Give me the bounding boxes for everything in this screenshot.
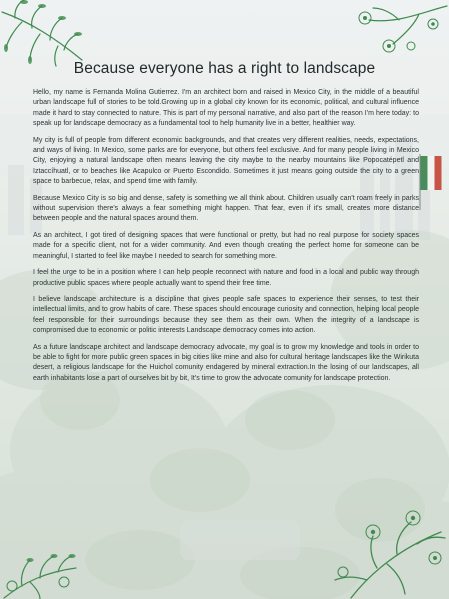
paragraph: Hello, my name is Fernanda Molina Gutierrez. I'm an architect born and raised in Mexico City, in the middle of a beautiful urban landscape full of stories to be told.Growing up in a global city known for its economic, political, and cultural influence made it hard to stay connected to nature. This is part of my personal narrative, and also part of the reason I'm here today: to speak up for landscape democracy as a fundamental tool to help humanity live in a better, healthier way. — [33, 89, 419, 128]
page-title: Because everyone has a right to landscape — [73, 60, 376, 77]
leaf-sprig-icon — [0, 542, 90, 599]
body-text — [33, 88, 419, 390]
paragraph: I believe landscape architecture is a discipline that gives people safe spaces to experience their senses, to test their intellectual limits, and to grow habits of care. These spaces should encourage curiosity and connection, helping local people feel responsible for their surroundings because they see them as their own. When the integrity of a landscape is compromised due to economic or politic interests Landscape democracy comes into action. — [33, 295, 419, 335]
flower-branch-icon — [349, 0, 449, 62]
mexican-flag-icon — [418, 152, 444, 212]
paragraph: My city is full of people from different economic backgrounds, and that creates very different realities, needs, expectations, and ways of living. In Mexico, some parks are for everyone, but others feel exclusive. And for many people living in Mexico City, enjoying a natural landscape often means leaving the city maybe to the nearby mountains like Popocatépetl and Iztaccíhuatl, or to beaches like Acapulco or Puerto Escondido. Sometimes it just means going outside the city to a green space to barbecue, relax, and spend time with family. — [33, 136, 419, 186]
leaf-sprig-icon — [0, 0, 95, 68]
paragraph: As an architect, I got tired of designing spaces that were functional or pretty, but had no real purpose for society spaces made for a specific client, not for a wider community. And even though creating the perfect home for someone can be meaningful, I started to feel like maybe I needed to search for something more. — [33, 231, 419, 260]
paragraph: As a future landscape architect and landscape democracy advocate, my goal is to grow my knowledge and tools in order to be able to fight for more public green spaces in big cities like mine and also for cultural heritage landscapes like the Wirikuta desert, a religious landscape for the Huichol comunity endagered by mineral extraction.In the losing of our landscapes, all earth inhabitants lose a part of ourselves bit by bit, It's time to grow the advocate comunity for landscape protection. — [33, 343, 419, 382]
flower-branch-icon — [331, 502, 449, 599]
paragraph: Because Mexico City is so big and dense, safety is something we all think about. Children usually can't roam freely in parks without supervision there's always a fear something might happen. That fear, even if it's small, creates more distance between people and the natural spaces around them. — [33, 194, 419, 223]
paragraph: I feel the urge to be in a position where I can help people reconnect with nature and food in a local and public way through productive public spaces where people actually want to spend their free time. — [33, 269, 419, 287]
